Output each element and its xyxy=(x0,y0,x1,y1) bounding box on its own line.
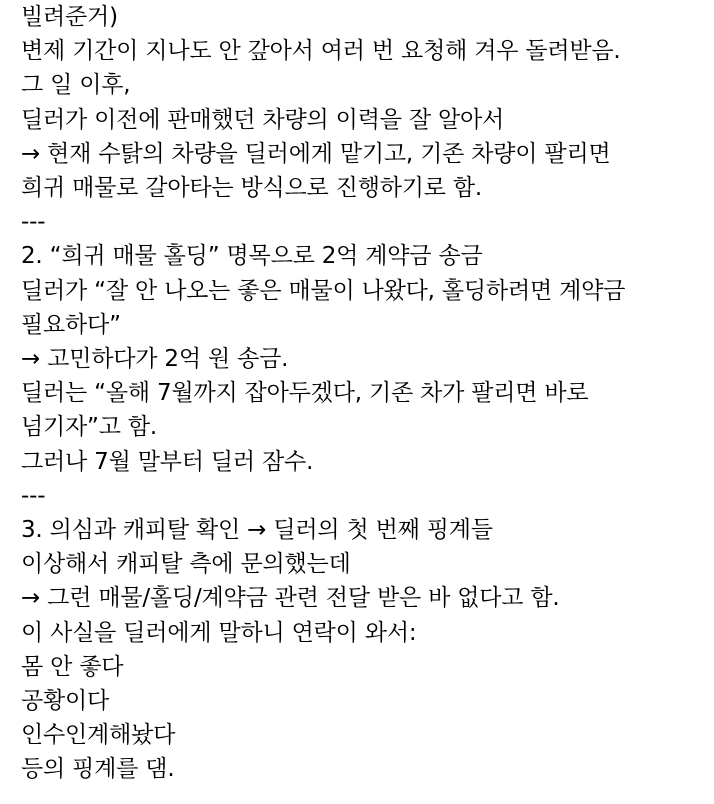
text-line: 인수인계해놨다 xyxy=(21,722,176,749)
text-line: → 고민하다가 2억 원 송금. xyxy=(21,346,289,373)
text-line: 변제 기간이 지나도 안 갚아서 여러 번 요청해 겨우 돌려받음. xyxy=(21,38,621,65)
text-line: 그 일 이후, xyxy=(21,72,131,99)
text-line: 이 사실을 딜러에게 말하니 연락이 와서: xyxy=(21,619,417,646)
text-line: 빌려준거) xyxy=(21,4,118,30)
text-line: → 현재 수탉의 차량을 딜러에게 맡기고, 기존 차량이 팔리면 xyxy=(21,140,611,167)
text-line: 공황이다 xyxy=(21,688,110,715)
text-line: 딜러가 이전에 판매했던 차량의 이력을 잘 알아서 xyxy=(21,106,505,133)
section-divider: --- xyxy=(21,209,46,236)
text-line: 몸 안 좋다 xyxy=(21,653,124,680)
section-heading: 3. 의심과 캐피탈 확인 → 딜러의 첫 번째 핑계들 xyxy=(21,517,493,544)
text-line: 그러나 7월 말부터 딜러 잠수. xyxy=(21,448,314,475)
text-line: 딜러가 “잘 안 나오는 좋은 매물이 나왔다, 홀딩하려면 계약금 xyxy=(21,277,626,304)
text-line: 등의 핑계를 댐. xyxy=(21,756,175,783)
text-line: 희귀 매물로 갈아타는 방식으로 진행하기로 함. xyxy=(21,175,483,202)
text-line: 이상해서 캐피탈 측에 문의했는데 xyxy=(21,551,351,578)
section-heading: 2. “희귀 매물 홀딩” 명목으로 2억 계약금 송금 xyxy=(21,243,483,270)
text-line: → 그런 매물/홀딩/계약금 관련 전달 받은 바 없다고 함. xyxy=(21,585,560,612)
text-line: 필요하다” xyxy=(21,311,121,338)
section-divider: --- xyxy=(21,482,46,509)
document-body xyxy=(21,0,709,787)
text-line: 넘기자”고 함. xyxy=(21,414,158,441)
text-line: 딜러는 “올해 7월까지 잡아두겠다, 기존 차가 팔리면 바로 xyxy=(21,380,589,407)
